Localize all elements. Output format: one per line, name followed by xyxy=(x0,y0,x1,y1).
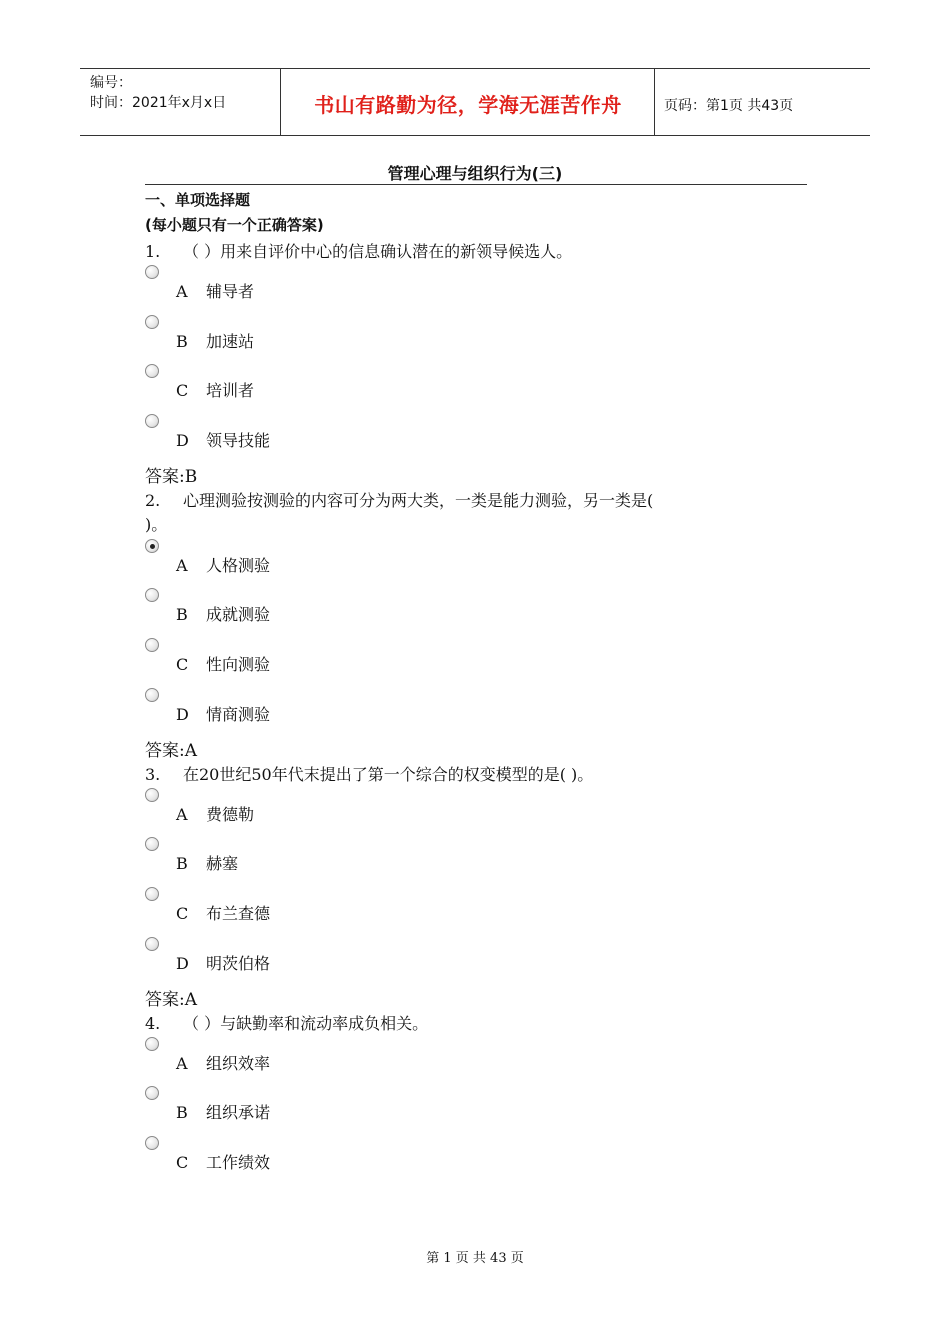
radio-option-4b[interactable] xyxy=(145,1086,159,1100)
option-3d: D 明茨伯格 xyxy=(176,954,271,973)
radio-option-3b[interactable] xyxy=(145,837,159,851)
radio-option-2c[interactable] xyxy=(145,638,159,652)
option-2b: B 成就测验 xyxy=(176,605,271,624)
document-title: 管理心理与组织行为(三) xyxy=(387,164,563,183)
section-heading: 一、单项选择题 xyxy=(145,191,251,209)
option-2a: A 人格测验 xyxy=(176,556,271,575)
radio-option-3d[interactable] xyxy=(145,937,159,951)
option-4b: B 组织承诺 xyxy=(176,1103,271,1122)
title-underline xyxy=(145,184,807,185)
radio-option-3a[interactable] xyxy=(145,788,159,802)
question-number: 4. xyxy=(145,1014,161,1033)
option-3c: C 布兰查德 xyxy=(176,904,271,923)
radio-option-4a[interactable] xyxy=(145,1037,159,1051)
header-divider xyxy=(654,69,655,135)
option-2c: C 性向测验 xyxy=(176,655,271,674)
section-note: (每小题只有一个正确答案) xyxy=(145,216,324,234)
option-1c: C 培训者 xyxy=(176,381,255,400)
option-3b: B 赫塞 xyxy=(176,854,239,873)
question-number: 1. xyxy=(145,242,161,261)
question-text: 在20世纪50年代末提出了第一个综合的权变模型的是( )。 xyxy=(183,765,594,784)
radio-option-1a[interactable] xyxy=(145,265,159,279)
page-footer: 第 1 页 共 43 页 xyxy=(426,1251,524,1266)
header-box xyxy=(80,68,870,136)
option-1a: A 辅导者 xyxy=(176,282,255,301)
option-1b: B 加速站 xyxy=(176,332,255,351)
question-text: （ ）与缺勤率和流动率成负相关。 xyxy=(183,1014,429,1033)
question-number: 2. xyxy=(145,491,161,510)
header-meta xyxy=(90,73,226,113)
option-1d: D 领导技能 xyxy=(176,431,271,450)
radio-option-1b[interactable] xyxy=(145,315,159,329)
header-motto: 书山有路勤为径，学海无涯苦作舟 xyxy=(314,93,622,117)
option-4c: C 工作绩效 xyxy=(176,1153,271,1172)
time-label: 时间：2021年x月x日 xyxy=(90,95,227,111)
question-text: 心理测验按测验的内容可分为两大类，一类是能力测验，另一类是( xyxy=(183,491,654,510)
answer-1: 答案:B xyxy=(145,467,198,487)
question-1 xyxy=(145,239,572,262)
question-2-continued: )。 xyxy=(145,515,168,534)
radio-option-3c[interactable] xyxy=(145,887,159,901)
answer-3: 答案:A xyxy=(145,990,198,1010)
radio-option-4c[interactable] xyxy=(145,1136,159,1150)
header-page-info: 页码：第1页 共43页 xyxy=(664,98,794,114)
answer-2: 答案:A xyxy=(145,741,198,761)
radio-option-2b[interactable] xyxy=(145,588,159,602)
question-number: 3. xyxy=(145,765,161,784)
radio-option-2d[interactable] xyxy=(145,688,159,702)
question-2 xyxy=(145,488,653,511)
radio-option-1c[interactable] xyxy=(145,364,159,378)
header-divider xyxy=(280,69,281,135)
option-4a: A 组织效率 xyxy=(176,1054,271,1073)
radio-option-1d[interactable] xyxy=(145,414,159,428)
question-text: （ ）用来自评价中心的信息确认潜在的新领导候选人。 xyxy=(183,242,573,261)
question-4 xyxy=(145,1011,428,1034)
option-2d: D 情商测验 xyxy=(176,705,271,724)
radio-option-2a-selected[interactable] xyxy=(145,539,159,553)
question-3 xyxy=(145,762,593,785)
serial-label: 编号： xyxy=(90,75,132,91)
option-3a: A 费德勒 xyxy=(176,805,255,824)
